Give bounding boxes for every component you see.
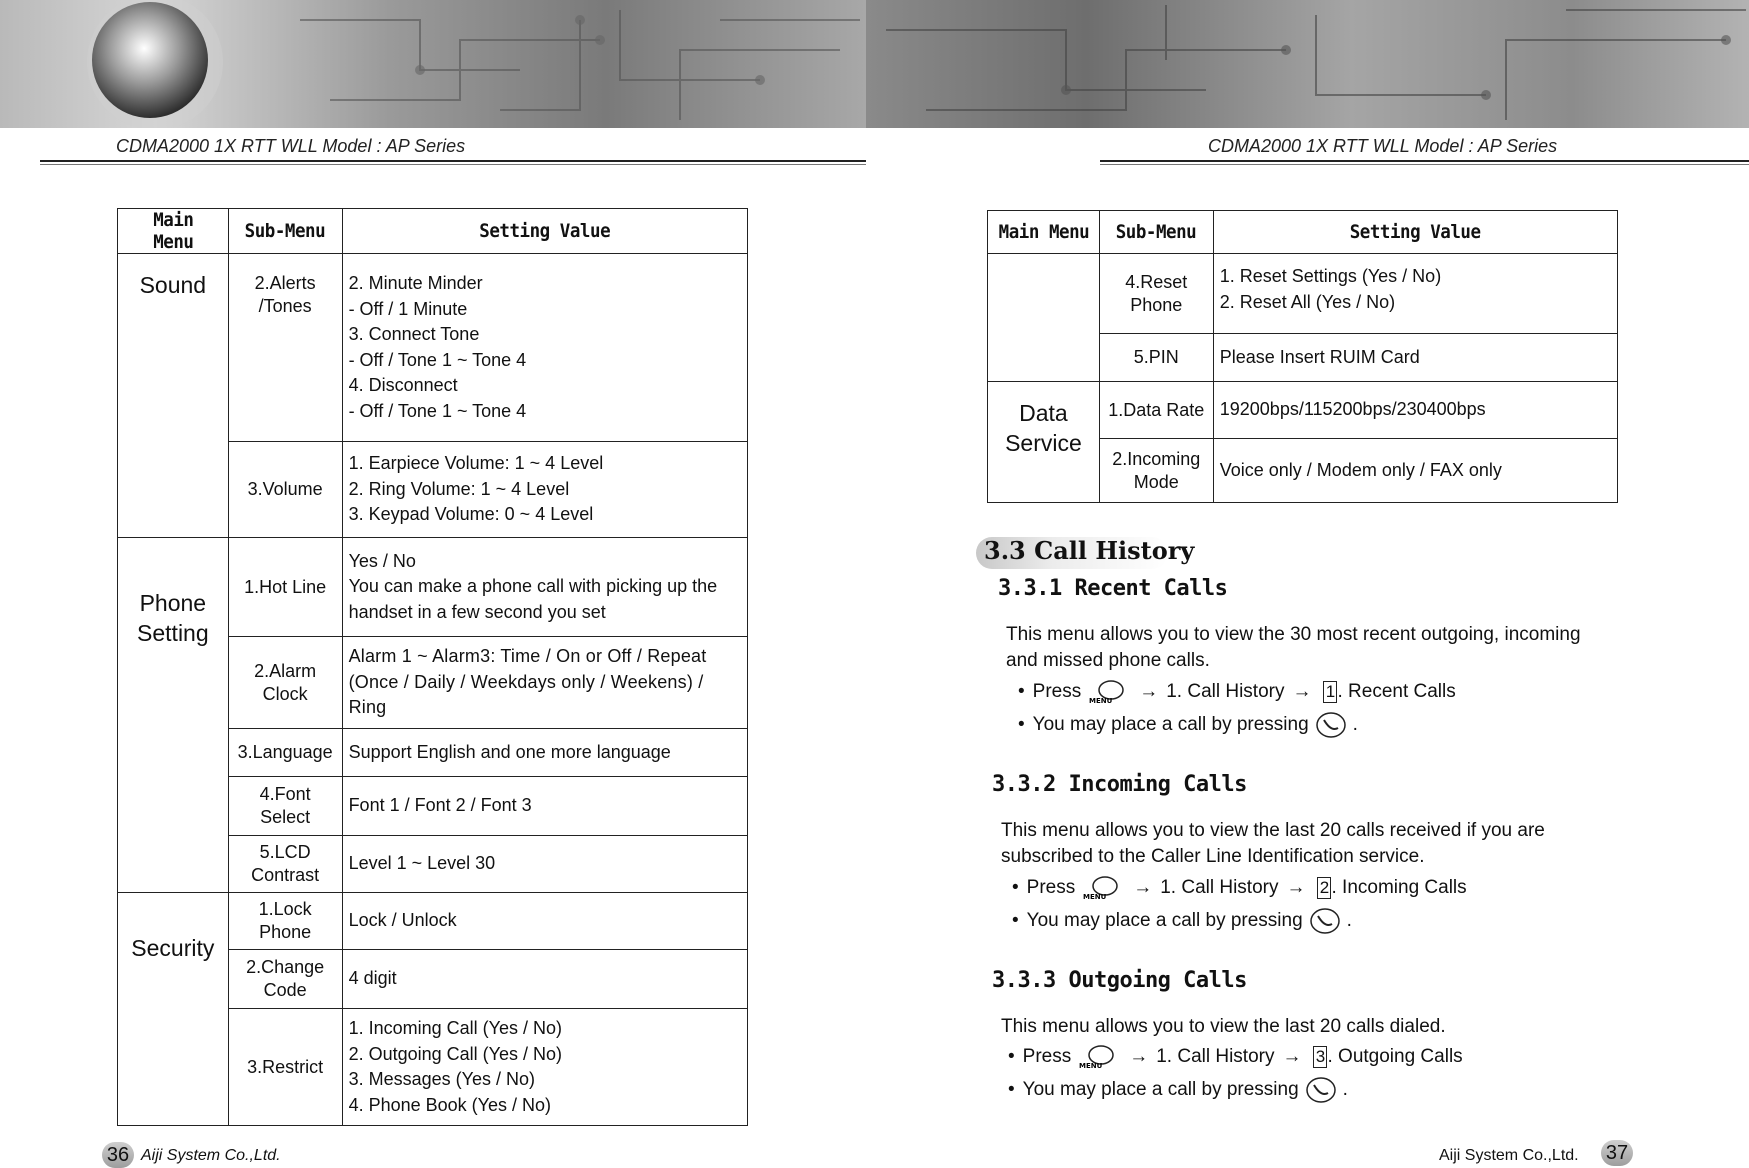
incoming-calls-place-call (1012, 906, 1352, 936)
value-volume (342, 442, 747, 538)
paragraph-line: This menu allows you to view the last 20 calls received if you are (1001, 820, 1545, 841)
value-line: 4 digit (348, 968, 397, 989)
recent-calls-press-instruction (1018, 679, 1456, 705)
group-label: Setting (137, 620, 209, 646)
value-line: Voice only / Modem only / FAX only (1219, 459, 1502, 480)
value-data-rate (1213, 382, 1617, 439)
bullet-icon: • (1008, 1046, 1015, 1067)
arrow-icon: → (1292, 681, 1312, 702)
key-2-icon: 2 (1317, 877, 1331, 899)
outgoing-calls-press-instruction (1008, 1044, 1463, 1070)
send-key-icon (1315, 710, 1347, 740)
outgoing-calls-description (1001, 1014, 1621, 1040)
place-call-label: You may place a call by pressing (1022, 1079, 1299, 1100)
right-settings-table (987, 210, 1618, 503)
column-header-setting-value: Setting Value (1229, 211, 1601, 254)
value-line: 3. Connect Tone (348, 324, 480, 344)
value-line: Ring (348, 697, 387, 718)
footer-company-right: Aiji System Co.,Ltd. (1439, 1147, 1579, 1164)
submenu-volume (228, 442, 342, 538)
path-label: 1. Call History (1166, 681, 1285, 702)
press-label: Press (1032, 681, 1082, 702)
place-call-label: You may place a call by pressing (1026, 910, 1303, 931)
page-number-left: 36 (102, 1142, 134, 1168)
value-line: 1. Reset Settings (Yes / No) (1219, 266, 1442, 286)
recent-calls-description (1006, 622, 1626, 674)
group-security (118, 893, 229, 1126)
table-header-row (988, 211, 1618, 254)
circuit-globe-graphic (0, 0, 866, 128)
header-title-right: CDMA2000 1X RTT WLL Model : AP Series (1208, 136, 1558, 156)
send-key-icon (1309, 906, 1341, 936)
path-label: . Recent Calls (1337, 681, 1456, 702)
arrow-icon: → (1282, 1046, 1302, 1067)
submenu-label: 2.Change (246, 957, 325, 977)
submenu-alarm-clock (228, 637, 342, 729)
path-label: . Outgoing Calls (1327, 1046, 1463, 1067)
group-blank (988, 254, 1100, 382)
header-rule-right-thin (1100, 164, 1749, 165)
bullet-icon: • (1008, 1079, 1015, 1100)
value-pin (1213, 334, 1617, 382)
period: . (1352, 714, 1358, 735)
submenu-label: 2.Alarm (254, 660, 317, 681)
submenu-label: 1.Hot Line (244, 576, 327, 597)
value-hot-line (342, 538, 747, 637)
value-line: You can make a phone call with picking up the (348, 576, 718, 597)
submenu-label: Mode (1133, 471, 1179, 492)
value-restrict (342, 1009, 747, 1126)
value-line: Yes / No (348, 550, 416, 571)
submenu-label: Clock (262, 683, 308, 704)
group-sound (118, 254, 229, 538)
value-line: Support English and one more language (348, 741, 671, 762)
arrow-icon: → (1286, 877, 1306, 898)
value-line: 19200bps/115200bps/230400bps (1219, 399, 1486, 420)
submenu-pin (1099, 334, 1213, 382)
bullet-icon: • (1012, 877, 1019, 898)
submenu-label: 1.Data Rate (1108, 399, 1205, 420)
submenu-lcd-contrast (228, 836, 342, 893)
submenu-label: 1.Lock (258, 899, 312, 919)
submenu-label: Code (263, 980, 307, 1000)
submenu-label: Select (260, 807, 311, 827)
submenu-alerts-tones (228, 254, 342, 442)
value-line: 4. Disconnect (348, 375, 458, 395)
incoming-calls-heading: 3.3.2 Incoming Calls (992, 772, 1247, 797)
submenu-data-rate (1099, 382, 1213, 439)
submenu-restrict (228, 1009, 342, 1126)
paragraph-line: and missed phone calls. (1006, 650, 1210, 671)
submenu-font-select (228, 777, 342, 836)
value-alerts-tones (342, 254, 747, 442)
group-label: Sound (139, 272, 207, 298)
menu-key-label: MENU (1083, 893, 1107, 901)
value-line: Font 1 / Font 2 / Font 3 (348, 795, 532, 816)
bullet-icon: • (1018, 714, 1025, 735)
group-label: Data (1019, 400, 1068, 426)
column-header-main-menu: Main Menu (122, 209, 224, 254)
submenu-label: 4.Reset (1125, 271, 1188, 292)
bullet-icon: • (1018, 681, 1025, 702)
header-title-left: CDMA2000 1X RTT WLL Model : AP Series (116, 136, 466, 156)
value-line: - Off / Tone 1 ~ Tone 4 (348, 400, 527, 421)
period: . (1342, 1079, 1348, 1100)
outgoing-calls-heading: 3.3.3 Outgoing Calls (992, 968, 1247, 993)
column-header-sub-menu: Sub-Menu (1104, 211, 1209, 254)
paragraph-line: subscribed to the Caller Line Identification service. (1001, 846, 1425, 867)
header-banner-right (866, 0, 1749, 128)
value-line: 2. Minute Minder (348, 273, 483, 293)
value-change-code (342, 950, 747, 1009)
submenu-label: Phone (259, 922, 312, 942)
value-line: Lock / Unlock (348, 910, 457, 931)
table-row (988, 382, 1618, 439)
value-line: (Once / Daily / Weekdays only / Weekens) / (348, 671, 704, 692)
arrow-icon: → (1129, 1046, 1149, 1067)
submenu-lock-phone (228, 893, 342, 950)
group-phone-setting (118, 538, 229, 893)
submenu-label: 2.Incoming (1112, 448, 1201, 469)
value-alarm-clock (342, 637, 747, 729)
path-label: 1. Call History (1156, 1046, 1275, 1067)
table-row (118, 254, 748, 442)
incoming-calls-description (1001, 818, 1621, 870)
header-rule-right (1100, 160, 1749, 162)
left-settings-table (117, 208, 748, 1126)
table-header-row (118, 209, 748, 254)
place-call-label: You may place a call by pressing (1032, 714, 1309, 735)
value-lock-phone (342, 893, 747, 950)
value-line: - Off / 1 Minute (348, 298, 468, 319)
press-label: Press (1026, 877, 1076, 898)
submenu-hot-line (228, 538, 342, 637)
path-label: 1. Call History (1160, 877, 1279, 898)
value-line: 1. Incoming Call (Yes / No) (348, 1018, 562, 1038)
arrow-icon: → (1133, 877, 1153, 898)
circuit-graphic (866, 0, 1749, 128)
column-header-setting-value: Setting Value (358, 209, 731, 254)
recent-calls-place-call (1018, 710, 1358, 740)
submenu-incoming-mode (1099, 439, 1213, 503)
recent-calls-heading: 3.3.1 Recent Calls (998, 576, 1228, 601)
group-label: Phone (139, 590, 207, 616)
submenu-label: 2.Alerts (254, 273, 316, 293)
value-line: Alarm 1 ~ Alarm3: Time / On or Off / Repeat (348, 646, 707, 667)
submenu-language (228, 729, 342, 777)
menu-key-icon (1081, 875, 1119, 901)
section-title: 3.3 Call History (984, 536, 1195, 565)
value-line: 3. Messages (Yes / No) (348, 1069, 535, 1089)
value-font-select (342, 777, 747, 836)
menu-key-label: MENU (1089, 697, 1113, 705)
value-line: 2. Outgoing Call (Yes / No) (348, 1043, 563, 1064)
value-line: 1. Earpiece Volume: 1 ~ 4 Level (348, 453, 604, 474)
value-line: - Off / Tone 1 ~ Tone 4 (348, 349, 527, 370)
header-banner-left (0, 0, 866, 128)
value-lcd-contrast (342, 836, 747, 893)
paragraph-line: This menu allows you to view the last 20 calls dialed. (1001, 1016, 1446, 1037)
value-line: 3. Keypad Volume: 0 ~ 4 Level (348, 504, 594, 525)
header-rule-left-thin (40, 164, 866, 165)
group-label: Security (131, 935, 215, 961)
menu-key-icon (1087, 679, 1125, 705)
menu-key-icon (1077, 1044, 1115, 1070)
bullet-icon: • (1012, 910, 1019, 931)
submenu-label: 3.Volume (247, 479, 323, 499)
submenu-label: 3.Restrict (247, 1056, 324, 1077)
period: . (1346, 910, 1352, 931)
submenu-label: 5.LCD (259, 842, 311, 862)
outgoing-calls-place-call (1008, 1075, 1348, 1105)
submenu-label: Contrast (251, 865, 320, 885)
submenu-label: 5.PIN (1133, 347, 1179, 367)
value-line: Level 1 ~ Level 30 (348, 853, 496, 874)
path-label: . Incoming Calls (1331, 877, 1467, 898)
footer-company-left: Aiji System Co.,Ltd. (141, 1147, 281, 1164)
group-label: Service (1005, 430, 1082, 456)
submenu-label: 3.Language (237, 742, 333, 762)
page-number-right: 37 (1601, 1140, 1633, 1166)
send-key-icon (1305, 1075, 1337, 1105)
paragraph-line: This menu allows you to view the 30 most recent outgoing, incoming (1006, 624, 1581, 645)
arrow-icon: → (1139, 681, 1159, 702)
table-row (118, 893, 748, 950)
value-reset-phone (1213, 254, 1617, 334)
value-language (342, 729, 747, 777)
value-line: handset in a few second you set (348, 601, 606, 622)
column-header-sub-menu: Sub-Menu (233, 209, 338, 254)
table-row (988, 254, 1618, 334)
value-line: 2. Ring Volume: 1 ~ 4 Level (348, 478, 570, 499)
incoming-calls-press-instruction (1012, 875, 1467, 901)
header-rule-left (40, 160, 866, 162)
submenu-label: /Tones (258, 296, 312, 316)
value-line: 4. Phone Book (Yes / No) (348, 1094, 552, 1115)
table-row (118, 538, 748, 637)
press-label: Press (1022, 1046, 1072, 1067)
value-incoming-mode (1213, 439, 1617, 503)
value-line: 2. Reset All (Yes / No) (1219, 291, 1396, 312)
submenu-change-code (228, 950, 342, 1009)
column-header-main-menu: Main Menu (992, 211, 1095, 254)
submenu-label: 4.Font (259, 784, 311, 804)
submenu-reset-phone (1099, 254, 1213, 334)
key-3-icon: 3 (1313, 1046, 1327, 1068)
submenu-label: Phone (1130, 294, 1183, 315)
group-data-service (988, 382, 1100, 503)
key-1-icon: 1 (1323, 681, 1337, 703)
value-line: Please Insert RUIM Card (1219, 346, 1420, 367)
menu-key-label: MENU (1079, 1062, 1103, 1070)
